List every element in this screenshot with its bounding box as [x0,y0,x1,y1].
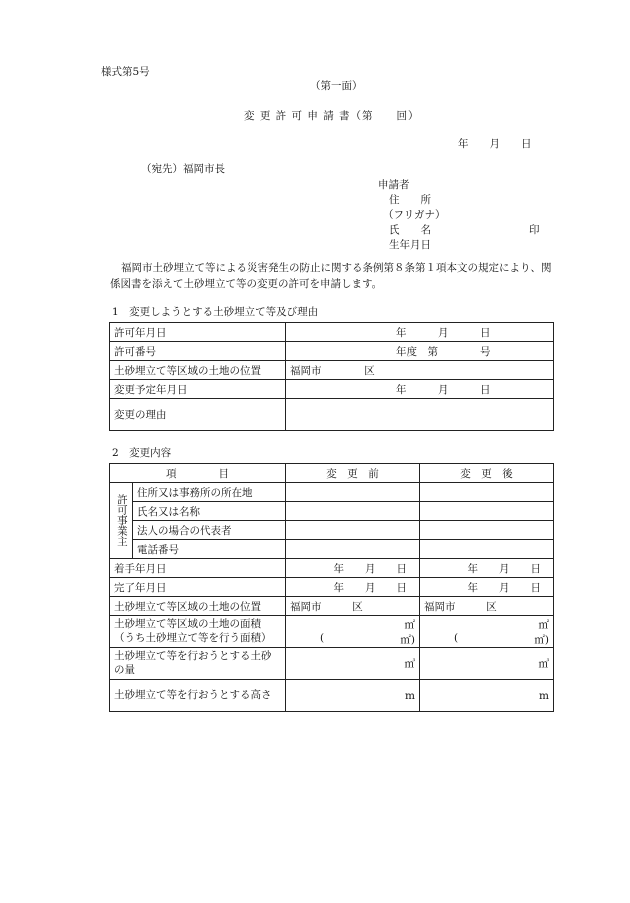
area-subunit: ㎡) [400,633,415,646]
holder-name-before[interactable] [286,502,420,521]
start-date-label: 着手年月日 [110,559,286,578]
planned-change-date-label: 変更予定年月日 [110,380,286,399]
table-row [110,342,554,361]
permit-date-field[interactable]: 年 月 日 [286,323,554,342]
location-before[interactable] [286,597,420,616]
change-reason-label: 変更の理由 [110,399,286,431]
table-row [110,361,554,380]
change-reason-field[interactable] [286,399,554,431]
table-row [110,380,554,399]
planned-change-date-field[interactable]: 年 月 日 [286,380,554,399]
area-unit: ㎡ [538,618,549,631]
table-row [110,680,554,712]
phone-before[interactable] [286,540,420,559]
start-date-before[interactable]: 年 月 日 [286,559,420,578]
form-title: 変 更 許 可 申 請 書（第 回） [244,110,420,122]
table-row [110,323,554,342]
applicant-furigana-label: （フリガナ） [383,209,446,221]
representative-before[interactable] [286,521,420,540]
permit-change-table [109,322,554,431]
seal-mark: 印 [529,224,540,236]
holder-name-label: 氏名又は名称 [133,502,286,521]
application-date: 年 月 日 [458,138,532,150]
applicant-name-label: 氏 名 [389,224,431,236]
area-unit: ㎡ [404,618,415,631]
phone-label: 電話番号 [133,540,286,559]
height-label: 土砂埋立て等を行おうとする高さ [110,680,286,712]
open-paren: ( [454,631,459,644]
section1-heading: 1 変更しようとする土砂埋立て等及び理由 [112,306,319,318]
city-label: 福岡市 [424,600,456,613]
representative-label: 法人の場合の代表者 [133,521,286,540]
end-date-label: 完了年月日 [110,578,286,597]
table-row [110,648,554,680]
area-subunit: ㎡) [534,633,549,646]
permit-holder-group-label: 許可事業主 [110,483,133,559]
start-date-after[interactable]: 年 月 日 [420,559,554,578]
end-date-before[interactable]: 年 月 日 [286,578,420,597]
volume-label: 土砂埋立て等を行おうとする土砂の量 [110,648,286,680]
table-row [110,399,554,431]
applicant-birthdate-label: 生年月日 [389,239,431,251]
table-header-row [110,464,554,483]
area-after[interactable] [420,616,554,648]
height-before[interactable]: m [286,680,420,712]
permit-number-field[interactable]: 年度 第 号 [286,342,554,361]
table-row [110,483,554,502]
table-row [110,502,554,521]
holder-address-label: 住所又は事務所の所在地 [133,483,286,502]
ward-label: 区 [364,364,375,377]
area-before[interactable] [286,616,420,648]
height-after[interactable]: m [420,680,554,712]
table-row [110,616,554,648]
permit-number-label: 許可番号 [110,342,286,361]
holder-name-after[interactable] [420,502,554,521]
addressee: （宛先）福岡市長 [141,163,225,175]
column-header-item: 項 目 [110,464,286,483]
location-label: 土砂埋立て等区域の土地の位置 [110,597,286,616]
land-location-label: 土砂埋立て等区域の土地の位置 [110,361,286,380]
applicant-address-label: 住 所 [389,194,431,206]
phone-after[interactable] [420,540,554,559]
ward-label: 区 [352,600,363,613]
volume-before[interactable]: ㎥ [286,648,420,680]
ward-label: 区 [486,600,497,613]
city-label: 福岡市 [290,364,322,377]
table-row [110,540,554,559]
permit-date-label: 許可年月日 [110,323,286,342]
holder-address-after[interactable] [420,483,554,502]
change-details-table [109,463,554,712]
holder-address-before[interactable] [286,483,420,502]
city-label: 福岡市 [290,600,322,613]
end-date-after[interactable]: 年 月 日 [420,578,554,597]
application-statement: 福岡市土砂埋立て等による災害発生の防止に関する条例第８条第１項本文の規定により、関係図書を添えて土砂埋立て等の変更の許可を申請します。 [110,262,552,290]
volume-after[interactable]: ㎥ [420,648,554,680]
representative-after[interactable] [420,521,554,540]
table-row [110,597,554,616]
table-row [110,521,554,540]
column-header-after: 変 更 後 [420,464,554,483]
form-number: 様式第5号 [101,66,150,78]
section2-heading: 2 変更内容 [112,447,172,459]
location-after[interactable] [420,597,554,616]
column-header-before: 変 更 前 [286,464,420,483]
land-location-field[interactable] [286,361,554,380]
area-label: 土砂埋立て等区域の土地の面積（うち土砂埋立て等を行う面積） [110,616,286,648]
open-paren: ( [320,631,325,644]
applicant-label: 申請者 [378,179,410,191]
page-side-label: （第一面） [310,80,363,92]
table-row [110,559,554,578]
table-row [110,578,554,597]
